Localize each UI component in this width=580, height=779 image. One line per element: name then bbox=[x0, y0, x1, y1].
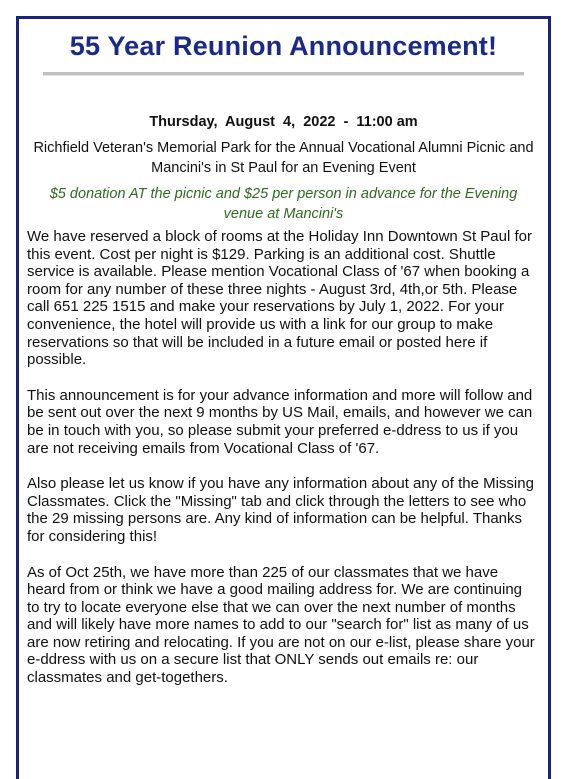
missing-classmates-paragraph: Also please let us know if you have any information about any of the Missing Classmates. Click the "Missing" tab and click through the letters to see who the 29 missing persons are. Any kind of information can be helpful. Thanks for considering this! bbox=[27, 475, 534, 545]
classmates-count-paragraph: As of Oct 25th, we have more than 225 of our classmates that we have heard from or think we have a good mailing address for. We are continuing to try to locate everyone else that we can over the next number of months and will likely have more names to add to our "search for" list as many of us are now retiring and relocating. If you are not on our e-list, please share your e-ddress with us on a secure list that ONLY sends out emails re: our classmates and get-togethers. bbox=[27, 563, 535, 687]
page-title: 55 Year Reunion Announcement! bbox=[69, 31, 498, 61]
announcement-body bbox=[6, 228, 548, 687]
advance-info-paragraph: This announcement is for your advance information and more will follow and be sent out over the next 9 months by US Mail, emails, and however we can be in touch with you, so please submit your preferred e-ddress to us if you are not receiving emails from Vocational Class of '67. bbox=[27, 386, 533, 457]
event-venue: Richfield Veteran's Memorial Park for the Annual Vocational Alumni Picnic and Mancini's in St Paul for an Evening Event bbox=[33, 140, 534, 176]
title-divider bbox=[43, 72, 524, 76]
announcement-panel bbox=[16, 16, 551, 779]
event-date: Thursday, August 4, 2022 - 11:00 am bbox=[149, 114, 418, 130]
donation-info: $5 donation AT the picnic and $25 per person in advance for the Evening venue at Mancini's bbox=[49, 186, 518, 222]
hotel-paragraph: We have reserved a block of rooms at the Holiday Inn Downtown St Paul for this event. Cost per night is $129. Parking is an additional cost. Shuttle service is available. Please mention Vocational Class of '67 when booking a room for any number of these three nights - August 3rd, 4th,or 5th. Please call 651 225 1515 and make your reservations by July 1, 2022. For your convenience, the hotel will provide us with a link for our group to make reservations so that will be included in a future email or posted here if possible. bbox=[27, 228, 532, 369]
